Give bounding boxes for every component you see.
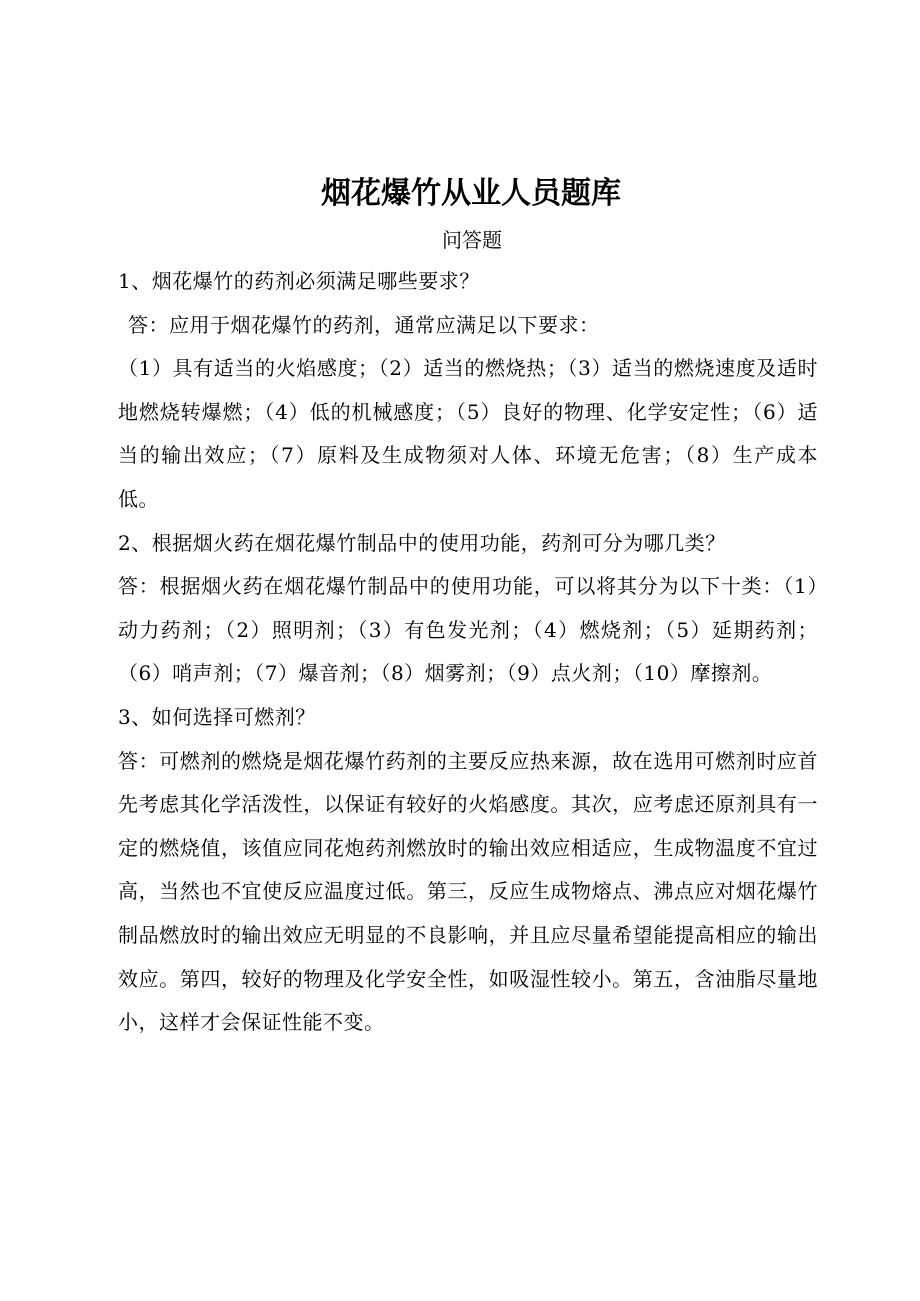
section-subtitle: 问答题 [442, 228, 502, 252]
question-3: 3、如何选择可燃剂？ [118, 704, 316, 729]
answer-3-body: 答：可燃剂的燃烧是烟花爆竹药剂的主要反应热来源，故在选用可燃剂时应首先考虑其化学活泼性，以保证有较好的火焰感度。其次，应考虑还原剂具有一定的燃烧值，该值应同花炮药剂燃放时的输出效应相适应，生成物温度不宜过高，当然也不宜使反应温度过低。第三，反应生成物熔点、沸点应对烟花爆竹制品燃放时的输出效应无明显的不良影响，并且应尽量希望能提高相应的输出效应。第四，较好的物理及化学安全性，如吸湿性较小。第五，含油脂尽量地小，这样才会保证性能不变。 [118, 748, 818, 1035]
document-title: 烟花爆竹从业人员题库 [321, 176, 621, 211]
question-2: 2、根据烟火药在烟花爆竹制品中的使用功能，药剂可分为哪几类？ [118, 530, 726, 555]
answer-2-body: 答：根据烟火药在烟花爆竹制品中的使用功能，可以将其分为以下十类：（1）动力药剂；（2）照明剂；（3）有色发光剂；（4）燃烧剂；（5）延期药剂；（6）哨声剂；（7）爆音剂；（8）烟雾剂；（9）点火剂；（10）摩擦剂。 [118, 574, 818, 686]
answer-1-intro: 答：应用于烟花爆竹的药剂，通常应满足以下要求： [128, 312, 600, 337]
question-1: 1、烟花爆竹的药剂必须满足哪些要求？ [118, 269, 480, 293]
answer-1-body: （1）具有适当的火焰感度；（2）适当的燃烧热；（3）适当的燃烧速度及适时地燃烧转爆燃；（4）低的机械感度；（5）良好的物理、化学安定性；（6）适当的输出效应；（7）原料及生成物须对人体、环境无危害；（8）生产成本低。 [118, 356, 818, 511]
document-page [118, 166, 818, 1045]
